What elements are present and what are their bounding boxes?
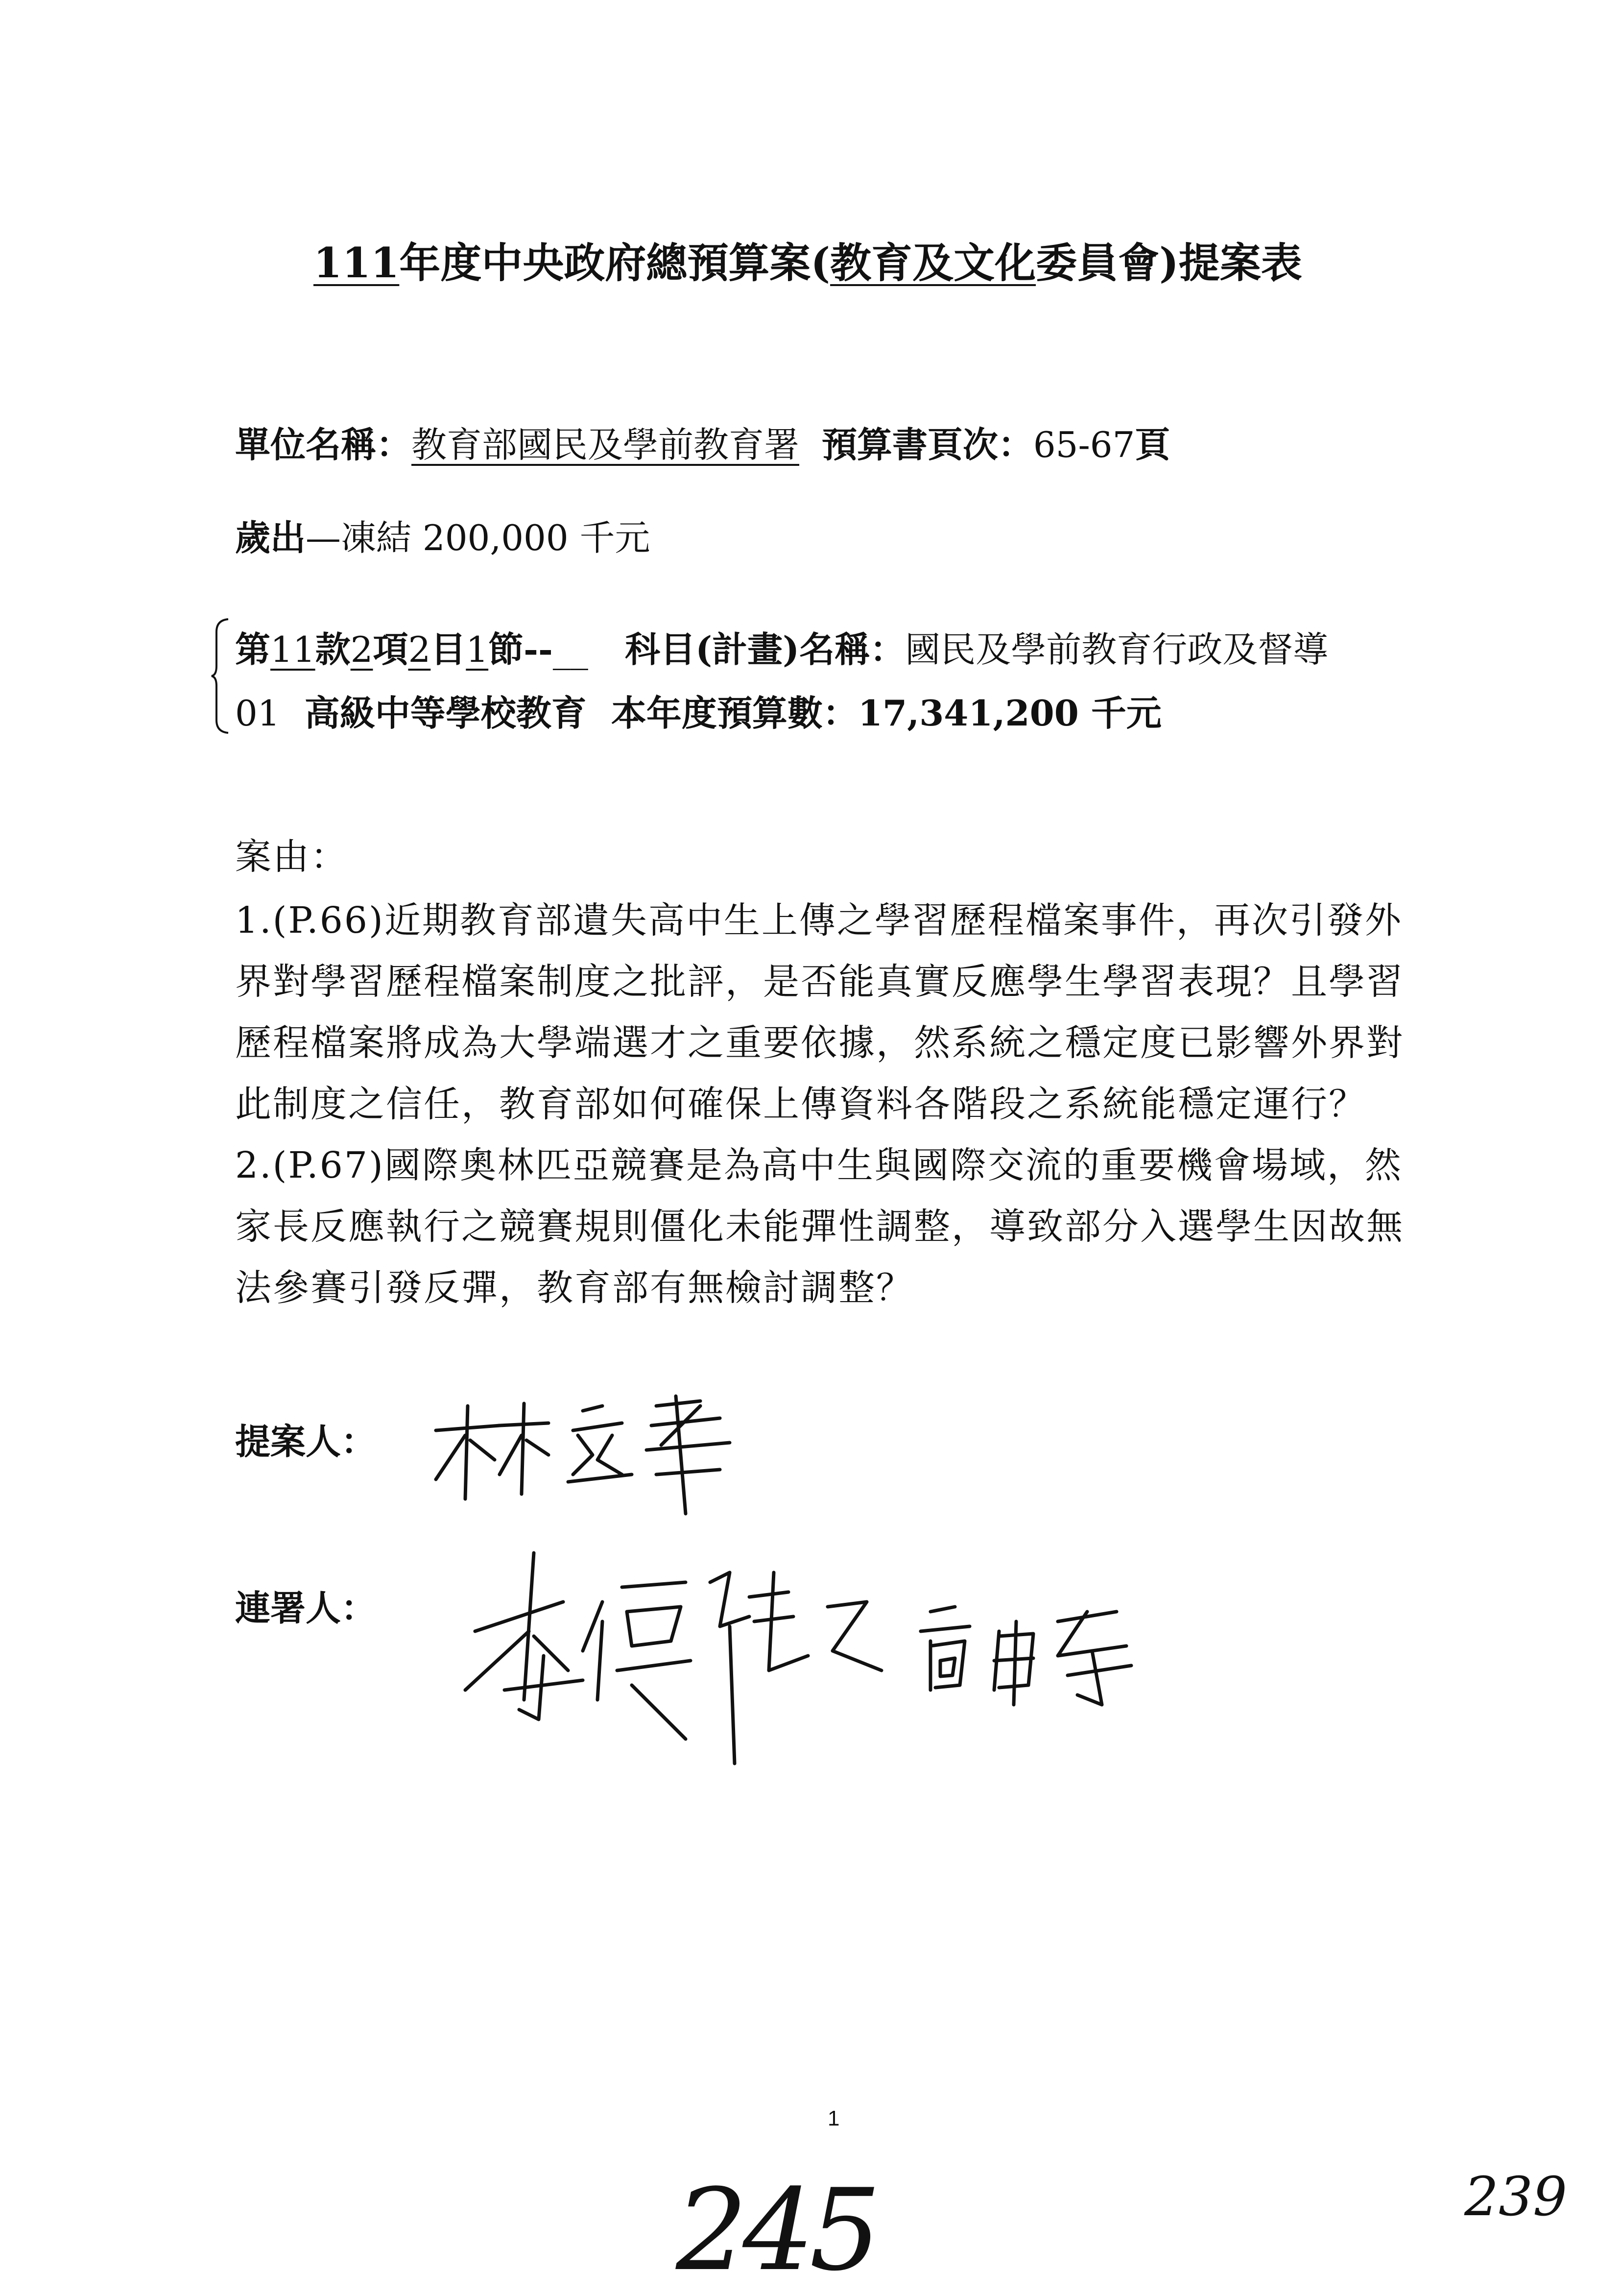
budget-xiang: 2 [350, 629, 373, 670]
budget-mu-label: 目 [430, 628, 466, 670]
reason-line: 歷程檔案將成為大學端選才之重要依據，然系統之穩定度已影響外界對 [235, 1022, 1404, 1064]
budget-item-line2 [235, 685, 1162, 736]
budget-di: 第 [235, 628, 271, 670]
reason-label: 案由： [235, 836, 348, 878]
reason-line: 2.(P.67)國際奧林匹亞競賽是為高中生與國際交流的重要機會場域，然 [235, 1144, 1403, 1186]
reason-line: 界對學習歷程檔案制度之批評，是否能真實反應學生學習表現？且學習 [235, 961, 1404, 1003]
reason-line: 此制度之信任，教育部如何確保上傳資料各階段之系統能穩定運行？ [235, 1083, 1366, 1125]
cosigners-label: 連署人： [235, 1587, 377, 1629]
reason-line: 法參賽引發反彈，教育部有無檢討調整？ [235, 1267, 914, 1309]
budget-value: 17,341,200 千元 [858, 692, 1162, 734]
subject-label: 科目(計畫)名稱： [625, 628, 906, 670]
title-part1: 年度中央政府總預算案( [399, 239, 831, 287]
budget-kuan-label: 款 [315, 628, 351, 670]
reason-line: 1.(P.66)近期教育部遺失高中生上傳之學習歷程檔案事件，再次引發外 [235, 899, 1403, 942]
line2-name: 高級中等學校教育 [304, 692, 587, 734]
document-title [313, 230, 1302, 290]
line2-code: 01 [235, 693, 280, 734]
subject-name: 國民及學前教育行政及督導 [905, 629, 1329, 670]
corner-handwritten-number: 239 [1464, 2165, 1567, 2228]
expenditure-dash: — [306, 517, 341, 558]
title-part2: 委員會)提案表 [1036, 239, 1302, 287]
page-label: 預算書頁次： [821, 424, 1033, 465]
brace-decoration [210, 617, 229, 735]
expenditure-label: 歲出 [235, 517, 306, 558]
budget-mu: 2 [408, 629, 431, 670]
budget-kuan: 11 [270, 629, 315, 670]
page-value: 65-67 [1033, 424, 1135, 465]
expenditure-text: 凍結 200,000 千元 [341, 517, 650, 558]
cosigner-signature-2 [911, 1592, 1156, 1715]
budget-item-line1 [235, 621, 1328, 672]
proposer-label: 提案人： [235, 1421, 377, 1462]
unit-label: 單位名稱： [235, 424, 412, 465]
cosigner-signature-1 [455, 1543, 906, 1768]
page-suffix: 頁 [1135, 424, 1170, 465]
budget-label: 本年度預算數： [611, 692, 858, 734]
budget-xiang-label: 項 [373, 628, 408, 670]
unit-line [235, 416, 1170, 467]
budget-blank: __ [552, 629, 588, 670]
reason-line: 家長反應執行之競賽規則僵化未能彈性調整，導致部分入選學生因故無 [235, 1206, 1404, 1248]
proposer-signature [426, 1377, 749, 1519]
budget-jie: 1 [466, 629, 489, 670]
title-year: 111 [313, 239, 400, 287]
title-committee: 教育及文化 [830, 239, 1036, 287]
budget-jie-label: 節-- [488, 628, 553, 670]
printed-page-number: 1 [828, 2106, 840, 2130]
expenditure-line [235, 509, 650, 560]
handwritten-page-number: 245 [676, 2165, 876, 2296]
unit-name: 教育部國民及學前教育署 [411, 424, 800, 465]
